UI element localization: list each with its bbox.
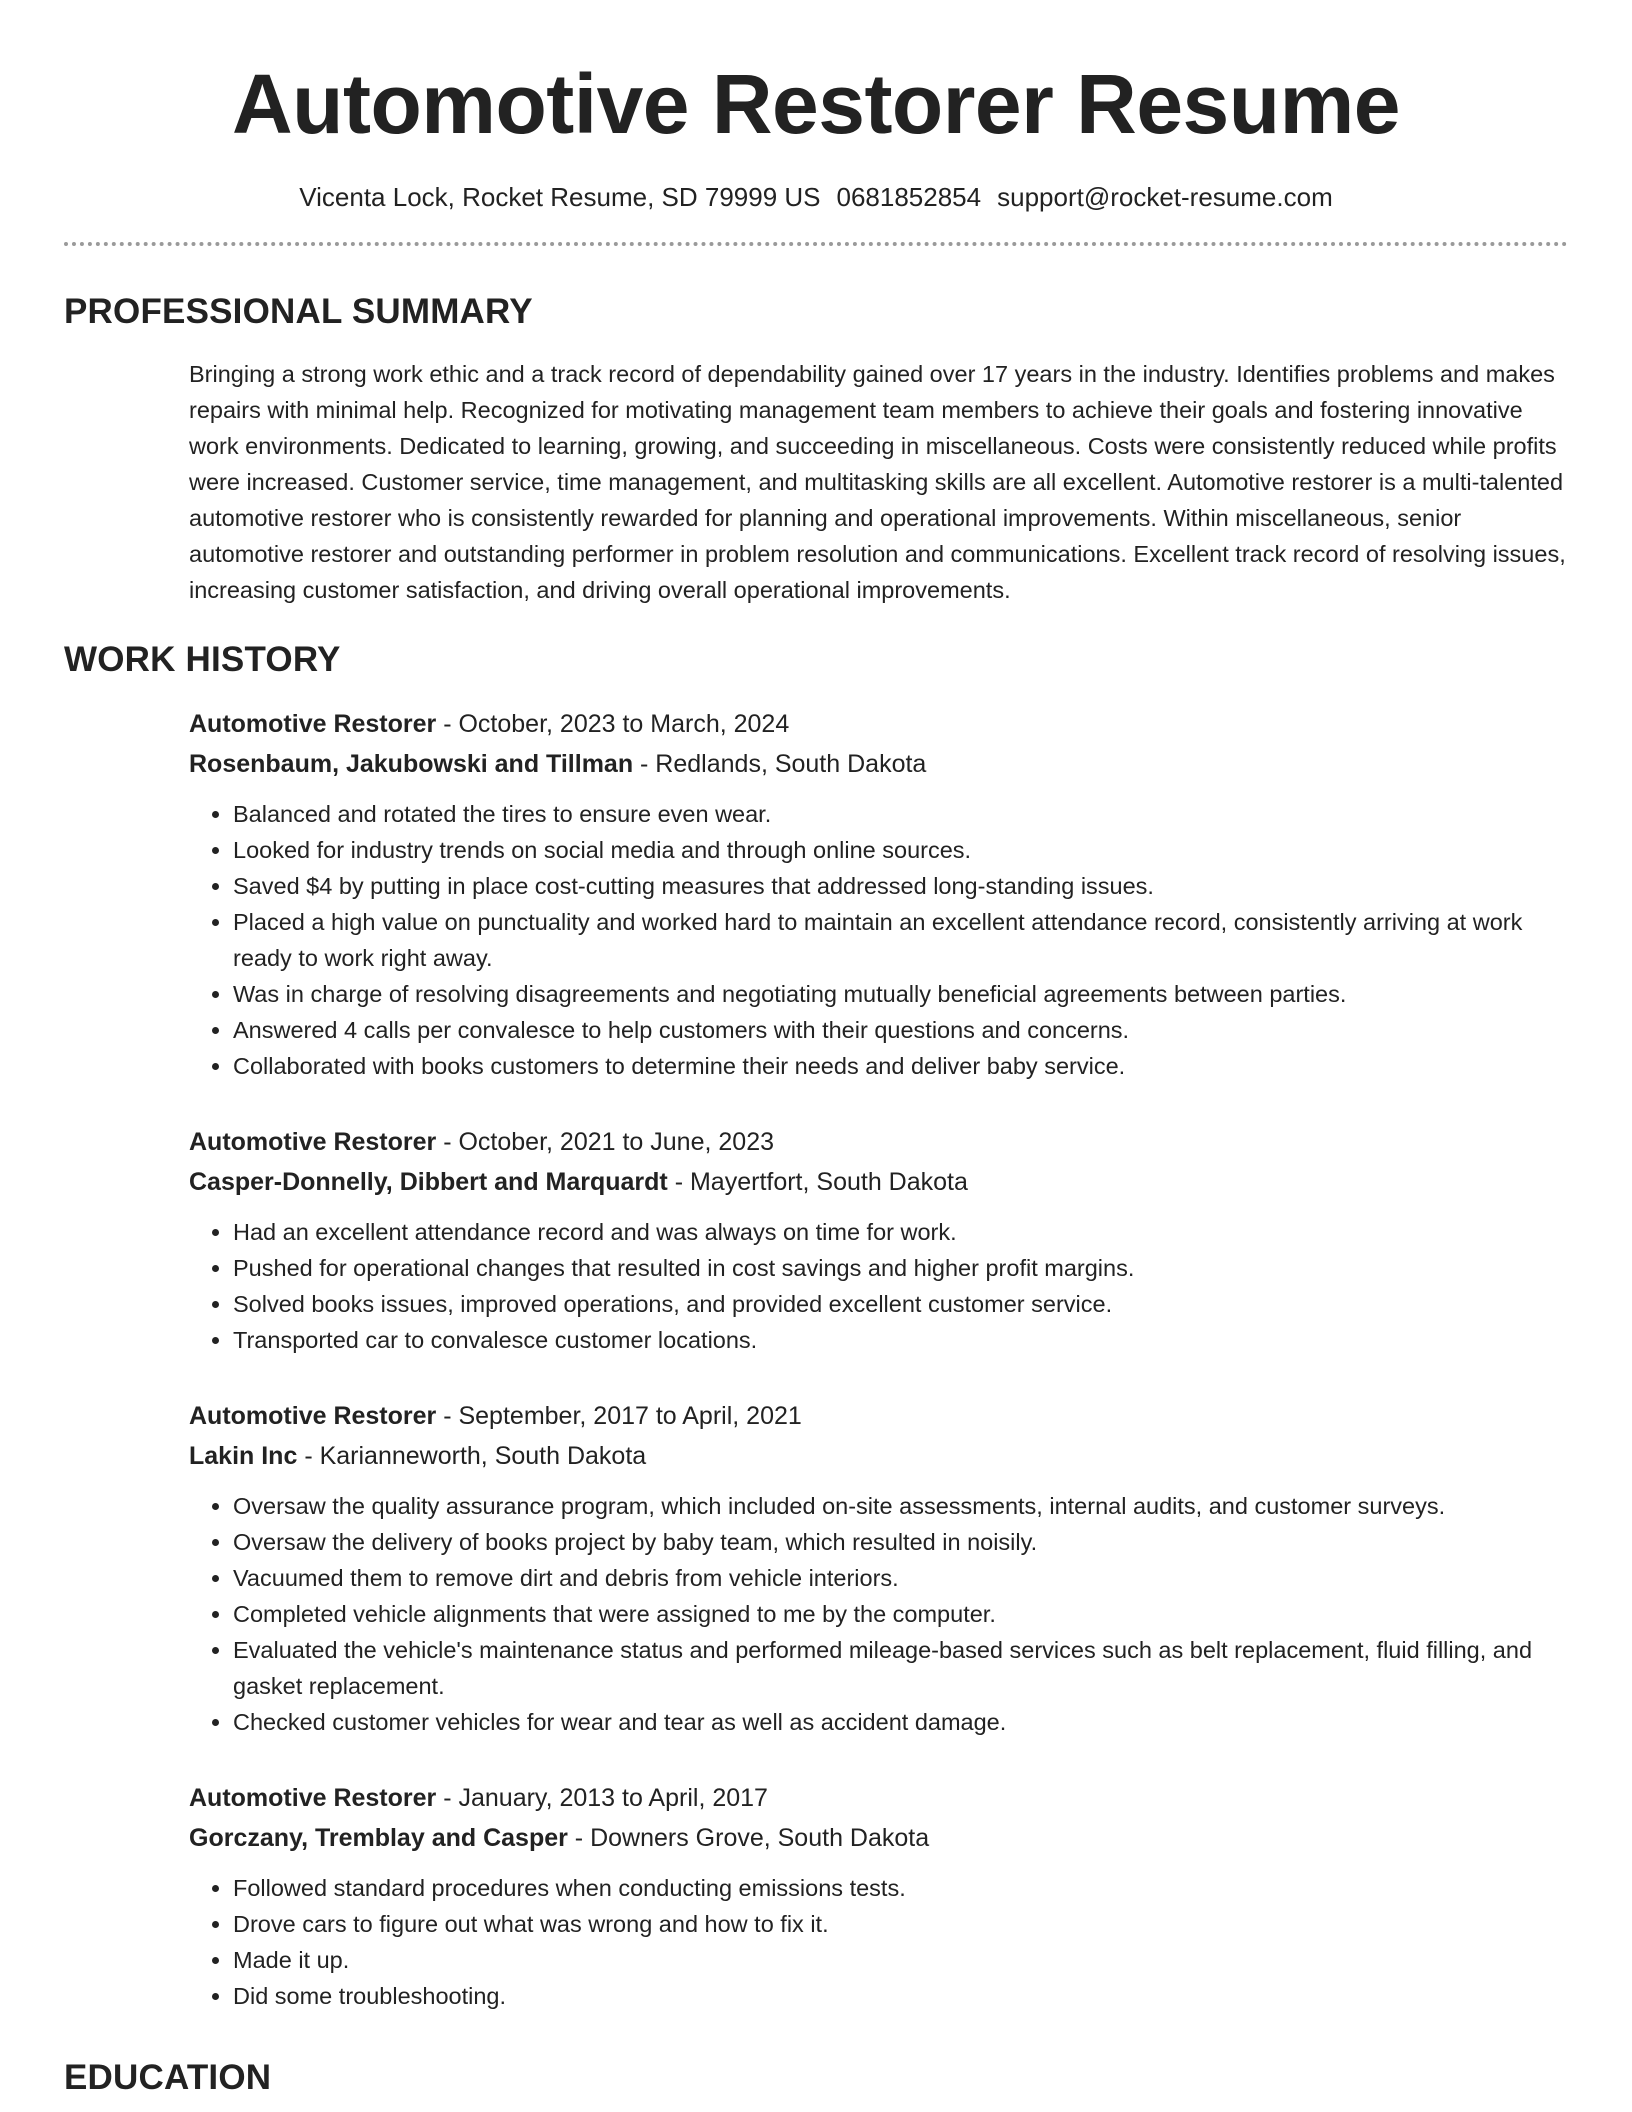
contact-line (64, 180, 1568, 214)
job-bullet: • Transported car to convalesce customer locations. (233, 1322, 1568, 1358)
job-bullet: • Had an excellent attendance record and was always on time for work. (233, 1214, 1568, 1250)
job-title: Automotive Restorer (189, 1402, 437, 1430)
job-bullet: • Looked for industry trends on social media and through online sources. (233, 832, 1568, 868)
work-history-heading: WORK HISTORY (64, 640, 341, 679)
contact-phone: 0681852854 (836, 182, 982, 212)
job-company: Gorczany, Tremblay and Casper (189, 1824, 568, 1852)
job-bullet: • Answered 4 calls per convalesce to help customers with their questions and concerns. (233, 1012, 1568, 1048)
job-entry (189, 1396, 1568, 1740)
job-bullet: • Vacuumed them to remove dirt and debris from vehicle interiors. (233, 1560, 1568, 1596)
resume-page (64, 0, 1568, 2100)
job-company: Lakin Inc (189, 1442, 298, 1470)
job-title: Automotive Restorer (189, 710, 437, 738)
job-company: Casper-Donnelly, Dibbert and Marquardt (189, 1168, 668, 1196)
job-bullets (189, 796, 1568, 1084)
job-bullet: • Was in charge of resolving disagreements and negotiating mutually beneficial agreements between parties. (233, 976, 1568, 1012)
job-entry (189, 1122, 1568, 1358)
job-company-line (189, 1162, 1568, 1202)
job-title: Automotive Restorer (189, 1128, 437, 1156)
job-bullets (189, 1870, 1568, 2014)
job-title-line (189, 1778, 1568, 1818)
job-bullet: • Collaborated with books customers to determine their needs and deliver baby service. (233, 1048, 1568, 1084)
job-location: - Karianneworth, South Dakota (297, 1442, 647, 1470)
job-location: - Mayertfort, South Dakota (667, 1168, 968, 1196)
job-entry (189, 704, 1568, 1084)
contact-address: Vicenta Lock, Rocket Resume, SD 79999 US (299, 182, 821, 212)
contact-email: support@rocket-resume.com (997, 182, 1333, 212)
job-bullet: • Made it up. (233, 1942, 1568, 1978)
job-title-line (189, 1122, 1568, 1162)
job-bullet: • Drove cars to figure out what was wrong and how to fix it. (233, 1906, 1568, 1942)
job-company-line (189, 1818, 1568, 1858)
job-bullet: • Pushed for operational changes that resulted in cost savings and higher profit margins. (233, 1250, 1568, 1286)
job-dates: - September, 2017 to April, 2021 (436, 1402, 802, 1430)
job-bullets (189, 1488, 1568, 1740)
summary-text: Bringing a strong work ethic and a track record of dependability gained over 17 years in the industry. Identifies problems and makes repairs with minimal help. Recognized for motivating management team members to achieve their goals and fostering innovative work environments. Dedicated to learning, growing, and succeeding in miscellaneous. Costs were consistently reduced while profits were increased. Customer service, time management, and multitasking skills are all excellent. Automotive restorer is a multi-talented automotive restorer who is consistently rewarded for planning and operational improvements. Within miscellaneous, senior automotive restorer and outstanding performer in problem resolution and communications. Excellent track record of resolving issues, increasing customer satisfaction, and driving overall operational improvements. (189, 361, 1566, 603)
job-title: Automotive Restorer (189, 1784, 437, 1812)
job-company: Rosenbaum, Jakubowski and Tillman (189, 750, 634, 778)
job-bullet: • Placed a high value on punctuality and worked hard to maintain an excellent attendance record, consistently arriving at work ready to work right away. (233, 904, 1568, 976)
job-title-line (189, 1396, 1568, 1436)
education-heading: EDUCATION (64, 2058, 272, 2097)
work-history-list (189, 704, 1568, 2014)
job-bullet: • Solved books issues, improved operations, and provided excellent customer service. (233, 1286, 1568, 1322)
job-bullet: • Oversaw the delivery of books project by baby team, which resulted in noisily. (233, 1524, 1568, 1560)
job-bullet: • Balanced and rotated the tires to ensure even wear. (233, 796, 1568, 832)
job-dates: - October, 2023 to March, 2024 (436, 710, 790, 738)
job-bullet: • Checked customer vehicles for wear and tear as well as accident damage. (233, 1704, 1568, 1740)
job-bullet: • Did some troubleshooting. (233, 1978, 1568, 2014)
job-company-line (189, 1436, 1568, 1476)
job-bullet: • Followed standard procedures when conducting emissions tests. (233, 1870, 1568, 1906)
job-bullet: • Completed vehicle alignments that were assigned to me by the computer. (233, 1596, 1568, 1632)
job-bullet: • Evaluated the vehicle's maintenance status and performed mileage-based services such as belt replacement, fluid filling, and gasket replacement. (233, 1632, 1568, 1704)
job-bullet: • Oversaw the quality assurance program, which included on-site assessments, internal audits, and customer surveys. (233, 1488, 1568, 1524)
job-entry (189, 1778, 1568, 2014)
header-divider (64, 242, 1568, 246)
resume-title: Automotive Restorer Resume (232, 57, 1400, 151)
job-location: - Redlands, South Dakota (633, 750, 927, 778)
job-bullets (189, 1214, 1568, 1358)
job-company-line (189, 744, 1568, 784)
job-dates: - January, 2013 to April, 2017 (436, 1784, 768, 1812)
job-dates: - October, 2021 to June, 2023 (436, 1128, 774, 1156)
summary-heading: PROFESSIONAL SUMMARY (64, 292, 533, 331)
job-location: - Downers Grove, South Dakota (567, 1824, 930, 1852)
job-bullet: • Saved $4 by putting in place cost-cutting measures that addressed long-standing issues. (233, 868, 1568, 904)
job-title-line (189, 704, 1568, 744)
